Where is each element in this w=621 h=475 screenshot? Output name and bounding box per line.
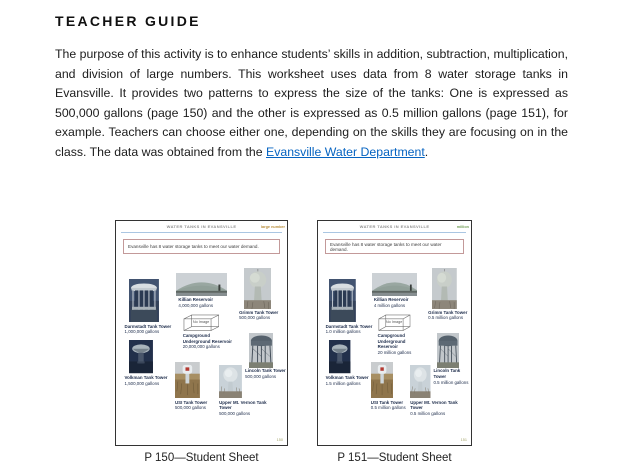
- water-tanks-header-title: WATER TANKS IN EVANSVILLE: [359, 224, 430, 229]
- sheet-page-number: 150: [276, 438, 283, 442]
- darmstadt-tank-photo: [129, 279, 159, 323]
- darmstadt-tank-label: Darmstadt Tank Tower 1,000,000 gallons: [124, 323, 172, 335]
- campground-reservoir-label: Campground Underground Reservoir 20,000,000 gallons: [182, 333, 232, 350]
- header-tag: million: [456, 224, 469, 229]
- killian-reservoir-photo: [176, 273, 227, 296]
- lincoln-tank-label: Lincoln Tank Tower 500,000 gallons: [245, 368, 286, 380]
- upper-mt-vernon-tank-label: Upper Mt. Vernon Tank Tower 500,000 gallons: [219, 399, 267, 416]
- no-image-label: No Image: [192, 320, 210, 325]
- volkman-tank-label: Volkman Tank Tower 1,500,000 gallons: [124, 374, 168, 386]
- description-period: .: [424, 144, 429, 159]
- no-image-label: No Image: [385, 320, 403, 325]
- usi-tank-label: USI Tank Tower 500,000 gallons: [174, 399, 208, 411]
- lincoln-tank-label: Lincoln Tank Tower 0.5 million gallons: [433, 368, 469, 385]
- demand-statement-box: [325, 239, 464, 254]
- lincoln-tank-photo: [249, 333, 274, 368]
- no-image-box: [183, 314, 220, 331]
- grimm-tank-photo: [432, 268, 457, 309]
- student-sheet-p150-thumbnail: [115, 220, 288, 446]
- killian-reservoir-photo: [372, 273, 418, 296]
- demand-statement-text: Evansville has 8 water storage tanks to meet our water demand.: [330, 241, 442, 252]
- caption-p150: P 150—Student Sheet: [144, 452, 259, 464]
- page-title: TEACHER GUIDE: [55, 13, 201, 29]
- sheet-page-number: 151: [460, 438, 467, 442]
- upper-mt-vernon-tank-photo: [219, 365, 242, 398]
- usi-tank-label: USI Tank Tower 0.5 million gallons: [370, 399, 406, 411]
- caption-p151: P 151—Student Sheet: [337, 452, 452, 464]
- water-tanks-header-title: WATER TANKS IN EVANSVILLE: [166, 224, 237, 229]
- lincoln-tank-photo: [437, 333, 459, 368]
- header-rule: [323, 232, 466, 233]
- usi-tank-photo: [175, 362, 200, 398]
- volkman-tank-label: Volkman Tank Tower 1.5 million gallons: [325, 374, 369, 386]
- demand-statement-text: Evansville has 8 water storage tanks to meet our water demand.: [128, 244, 259, 249]
- usi-tank-photo: [371, 362, 393, 398]
- darmstadt-tank-label: Darmstadt Tank Tower 1.0 million gallons: [325, 323, 373, 335]
- grimm-tank-label: Grimm Tank Tower 0.5 million gallons: [428, 309, 468, 321]
- darmstadt-tank-photo: [329, 279, 356, 323]
- killian-reservoir-label: Killian Reservoir 4 million gallons: [373, 296, 409, 308]
- description-text: The purpose of this activity is to enhance students’ skills in addition, subtraction, multiplication, and division of large numbers. This worksheet uses data from 8 water storage tanks in Evansville. It provides two patterns to express the size of the tanks: One is expressed as 500,000 gallons (page 150) and the other is expressed as 0.5 million gallons (page 151), for example. Teachers can choose either one, depending on the skills they are focusing on in the class. The data was obtained from the: [55, 47, 568, 159]
- demand-statement-box: [123, 239, 280, 254]
- killian-reservoir-label: Killian Reservoir 4,000,000 gallons: [178, 296, 214, 308]
- header-rule: [121, 232, 282, 233]
- no-image-box: [378, 314, 411, 331]
- grimm-tank-label: Grimm Tank Tower 500,000 gallons: [239, 309, 279, 321]
- upper-mt-vernon-tank-photo: [410, 365, 431, 398]
- student-sheet-p151-thumbnail: [317, 220, 472, 446]
- activity-description: [55, 45, 568, 163]
- volkman-tank-photo: [129, 340, 153, 373]
- header-tag: large number: [260, 224, 285, 229]
- campground-reservoir-label: Campground Underground Reservoir 20 million gallons: [377, 333, 412, 355]
- volkman-tank-photo: [329, 340, 350, 373]
- grimm-tank-photo: [244, 268, 272, 309]
- evansville-water-department-link[interactable]: Evansville Water Department: [266, 144, 425, 159]
- upper-mt-vernon-tank-label: Upper Mt. Vernon Tank Tower 0.5 million gallons: [410, 399, 458, 416]
